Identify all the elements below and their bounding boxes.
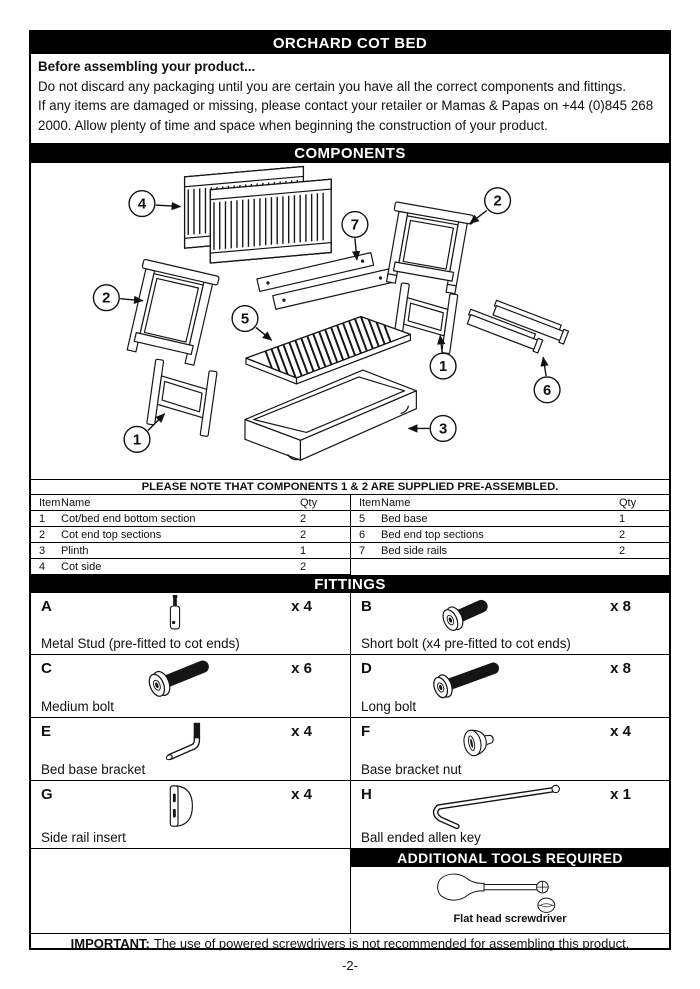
flat-head-screwdriver-icon (405, 867, 615, 915)
fittings-grid (31, 593, 669, 934)
intro-paragraph: Do not discard any packaging until you are certain you have all the correct components and fittings. (38, 78, 627, 94)
fitting-qty: x 8 (610, 660, 631, 677)
fitting-cell-e (31, 718, 350, 781)
bed-base-part (246, 317, 410, 384)
table-row-empty (351, 559, 669, 574)
bed-base-bracket-icon (152, 720, 216, 771)
svg-text:2: 2 (102, 290, 111, 307)
callout-5 (232, 306, 272, 341)
page-number: -2- (342, 958, 358, 973)
fitting-name: Bed base bracket (41, 762, 146, 777)
intro-section (31, 54, 669, 143)
components-section-title: COMPONENTS (31, 143, 669, 163)
intro-paragraph: If any items are damaged or missing, please contact your retailer or Mamas & Papas on +44 (0)845 268 2000. Allow plenty of time and space when beginning the construction of your product. (38, 98, 654, 133)
callout-6 (534, 357, 560, 403)
table-row: 1 Cot/bed end bottom section 2 (31, 511, 350, 527)
table-header-row: Item Name Qty (31, 495, 350, 511)
fitting-name: Medium bolt (41, 699, 114, 714)
fitting-cell-h (350, 781, 669, 849)
fitting-name: Short bolt (x4 pre-fitted to cot ends) (361, 636, 571, 651)
fitting-cell-c (31, 655, 350, 718)
fitting-qty: x 6 (291, 660, 312, 677)
svg-text:6: 6 (542, 382, 552, 399)
fitting-name: Metal Stud (pre-fitted to cot ends) (41, 636, 240, 651)
fitting-name: Long bolt (361, 699, 417, 714)
side-rail-insert-icon (160, 783, 196, 836)
long-bolt-icon (422, 657, 522, 708)
fitting-name: Ball ended allen key (361, 830, 481, 845)
fitting-name: Base bracket nut (361, 762, 462, 777)
fitting-cell-f (350, 718, 669, 781)
table-header-row: Item Name Qty (351, 495, 669, 511)
additional-tools-title: ADDITIONAL TOOLS REQUIRED (351, 849, 669, 867)
fitting-letter: A (41, 598, 52, 615)
fitting-letter: G (41, 786, 53, 803)
fitting-cell-a (31, 593, 350, 655)
components-table-right (350, 495, 669, 575)
callout-2-left (93, 285, 143, 311)
callout-7 (342, 212, 368, 261)
fitting-qty: x 8 (610, 598, 631, 615)
table-row: 3 Plinth 1 (31, 543, 350, 559)
important-label: IMPORTANT: (70, 936, 150, 951)
fitting-letter: D (361, 660, 372, 677)
components-table-left (31, 495, 350, 575)
svg-text:5: 5 (240, 311, 250, 328)
allen-key-icon (419, 783, 589, 836)
fitting-letter: B (361, 598, 372, 615)
fitting-cell-b (350, 593, 669, 655)
fitting-cell-g (31, 781, 350, 849)
tool-label: Flat head screwdriver (453, 913, 567, 925)
table-row: 6 Bed end top sections 2 (351, 527, 669, 543)
callout-4 (129, 191, 181, 217)
bed-side-rails-part (257, 253, 392, 310)
svg-text:4: 4 (137, 196, 147, 213)
fitting-qty: x 4 (610, 723, 631, 740)
callout-1-left (124, 414, 165, 453)
table-row: 2 Cot end top sections 2 (31, 527, 350, 543)
fitting-qty: x 1 (610, 786, 631, 803)
fitting-cell-d (350, 655, 669, 718)
bottom-section-left-part (146, 359, 217, 436)
additional-tools-panel (350, 849, 669, 934)
table-row: 4 Cot side 2 (31, 559, 350, 575)
components-table (31, 495, 669, 575)
fittings-empty-cell (31, 849, 350, 934)
fitting-letter: E (41, 723, 52, 740)
fitting-letter: C (41, 660, 52, 677)
svg-text:2: 2 (493, 193, 502, 210)
svg-text:7: 7 (350, 217, 360, 234)
table-row: 5 Bed base 1 (351, 511, 669, 527)
fitting-qty: x 4 (291, 786, 312, 803)
page-title: ORCHARD COT BED (31, 32, 669, 54)
important-text: The use of powered screwdrivers is not recommended for assembling this product. (153, 936, 630, 951)
callout-2-right (470, 188, 511, 224)
fitting-qty: x 4 (291, 723, 312, 740)
fitting-letter: F (361, 723, 371, 740)
fittings-section-title: FITTINGS (31, 575, 669, 593)
svg-text:1: 1 (132, 432, 142, 449)
medium-bolt-icon (136, 657, 232, 708)
cot-end-top-right-part (382, 202, 474, 295)
svg-text:1: 1 (438, 359, 448, 376)
cot-side-part (185, 166, 332, 263)
important-note (31, 934, 669, 953)
preassembled-note: PLEASE NOTE THAT COMPONENTS 1 & 2 ARE SUPPLIED PRE-ASSEMBLED. (31, 479, 669, 495)
fitting-letter: H (361, 786, 372, 803)
components-diagram-area (31, 163, 669, 479)
fitting-name: Side rail insert (41, 830, 126, 845)
fitting-qty: x 4 (291, 598, 312, 615)
bed-end-top-sections-part (465, 300, 570, 353)
cot-end-left-part (123, 259, 219, 366)
callout-3 (408, 416, 456, 442)
components-diagram (31, 163, 667, 478)
plinth-part (245, 370, 416, 460)
svg-text:3: 3 (438, 421, 448, 438)
table-row: 7 Bed side rails 2 (351, 543, 669, 559)
page-sheet (29, 30, 671, 950)
intro-heading: Before assembling your product... (38, 59, 256, 74)
